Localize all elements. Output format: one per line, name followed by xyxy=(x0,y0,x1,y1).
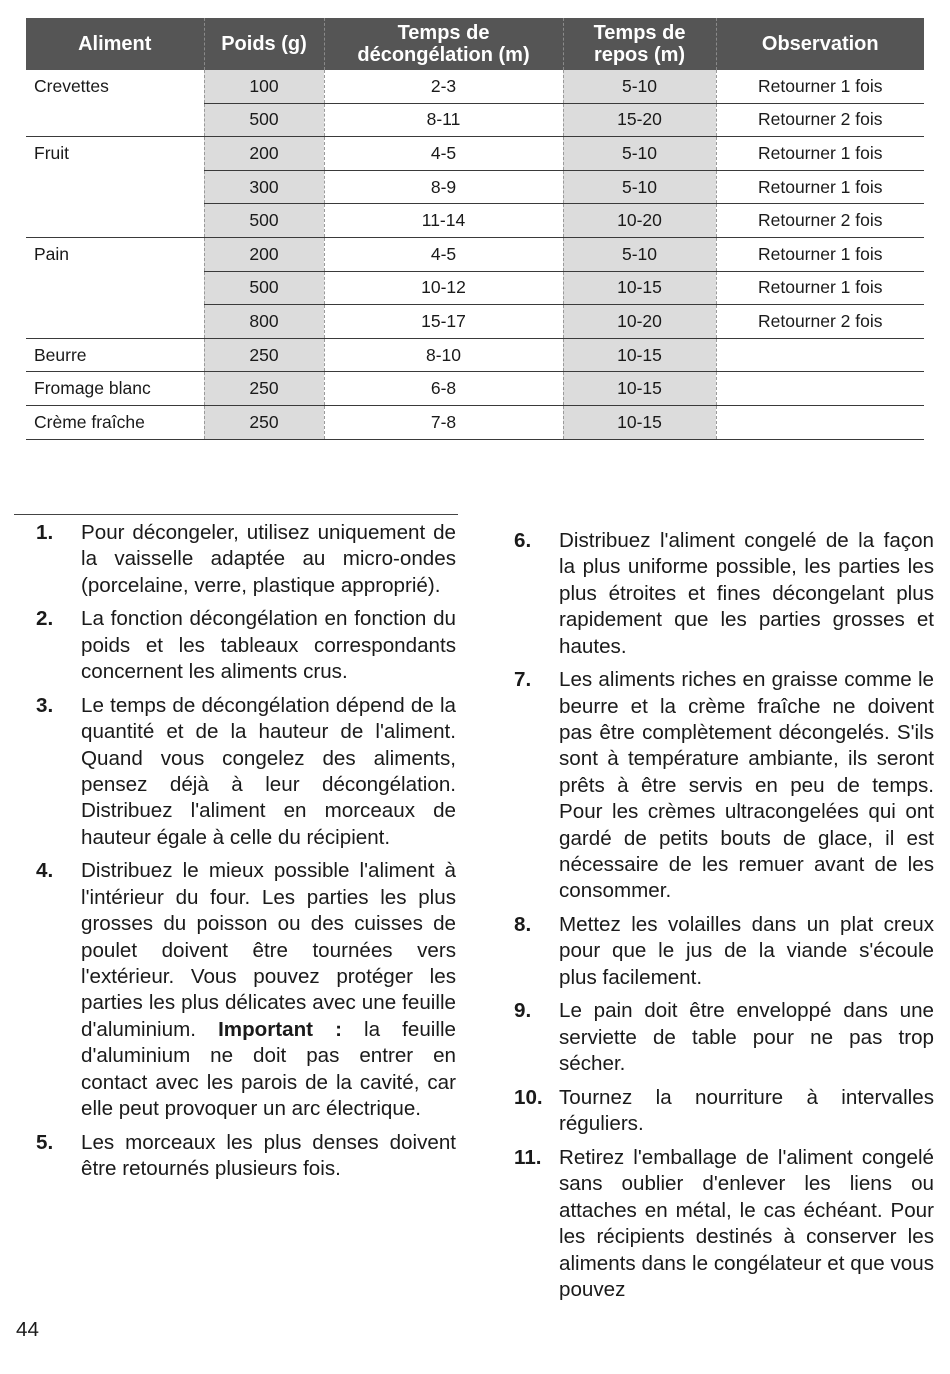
table-row xyxy=(26,305,924,339)
instruction-number: 1. xyxy=(36,521,54,544)
table-row xyxy=(26,405,924,439)
cell-rest-time: 10-15 xyxy=(563,338,716,372)
cell-rest-time: 5-10 xyxy=(563,137,716,171)
instruction-text-body: Mettez les volailles dans un plat creux pour que le jus de la viande s'écoule plus facilement. xyxy=(559,913,934,989)
cell-food: Pain xyxy=(34,244,70,265)
instruction-text xyxy=(81,1130,456,1183)
cell-rest-time: 5-10 xyxy=(563,237,716,271)
cell-weight: 100 xyxy=(204,70,324,103)
instruction-item xyxy=(514,1145,934,1303)
table-row xyxy=(26,70,924,103)
cell-weight: 250 xyxy=(204,338,324,372)
instruction-item xyxy=(514,528,934,660)
table-row xyxy=(26,271,924,305)
instruction-text-body: Pour décongeler, utilisez uniquement de la vaisselle adaptée au micro-ondes (porcelaine, verre, plastique approprié). xyxy=(81,521,456,597)
cell-defrost-time: 8-10 xyxy=(324,338,563,372)
cell-weight: 500 xyxy=(204,103,324,137)
cell-food: Crème fraîche xyxy=(26,405,204,439)
cell-weight: 500 xyxy=(204,204,324,238)
cell-observation: Retourner 1 fois xyxy=(716,70,924,103)
instruction-item xyxy=(514,912,934,991)
cell-rest-time: 10-15 xyxy=(563,405,716,439)
instruction-text xyxy=(559,998,934,1077)
instruction-number: 11. xyxy=(514,1145,542,1169)
instruction-number: 3. xyxy=(36,693,54,717)
cell-food: Beurre xyxy=(26,338,204,372)
header-defrost-time xyxy=(324,18,563,70)
instruction-text xyxy=(81,858,456,1122)
instruction-text-body: Distribuez l'aliment congelé de la façon la plus uniforme possible, les parties les plus étroites et fines décongelant plus rapidement que les parties grosses et hautes. xyxy=(559,529,934,658)
cell-defrost-time: 4-5 xyxy=(324,237,563,271)
cell-rest-time: 10-20 xyxy=(563,305,716,339)
cell-food xyxy=(26,204,204,238)
header-rest-time xyxy=(563,18,716,70)
instruction-item xyxy=(36,520,456,599)
cell-observation xyxy=(716,372,924,406)
instruction-text xyxy=(559,912,934,991)
header-food: Aliment xyxy=(26,18,204,70)
cell-weight: 250 xyxy=(204,372,324,406)
cell-rest-time: 10-15 xyxy=(563,372,716,406)
instructions-left-column xyxy=(36,520,456,1190)
cell-rest-time: 10-15 xyxy=(563,271,716,305)
instruction-text-body: Les aliments riches en graisse comme le beurre et la crème fraîche ne doivent pas être complètement décongelés. S'ils sont à température ambiante, ils seront prêts à être servis en peu de temps. Pour les crèmes ultracongelées qui ont gardé de petits bouts de glace, il est nécessaire de les remuer avant de les consommer. xyxy=(559,668,934,903)
table-body xyxy=(26,70,924,439)
instruction-text xyxy=(81,520,456,599)
cell-weight: 200 xyxy=(204,237,324,271)
instruction-number: 10. xyxy=(514,1085,543,1109)
cell-defrost-time: 7-8 xyxy=(324,405,563,439)
cell-rest-time: 5-10 xyxy=(563,170,716,204)
cell-food: Fromage blanc xyxy=(26,372,204,406)
instruction-text-body: La fonction décongélation en fonction du poids et les tableaux correspondants concernent les aliments crus. xyxy=(81,607,456,684)
instruction-item xyxy=(36,606,456,685)
instruction-text xyxy=(81,693,456,851)
header-observation: Observation xyxy=(716,18,924,70)
cell-food xyxy=(26,305,204,339)
cell-observation: Retourner 2 fois xyxy=(716,204,924,238)
cell-observation: Retourner 2 fois xyxy=(716,103,924,137)
page-number: 44 xyxy=(16,1318,39,1341)
instruction-text xyxy=(559,667,934,905)
cell-weight: 250 xyxy=(204,405,324,439)
cell-defrost-time: 2-3 xyxy=(324,70,563,103)
cell-observation: Retourner 1 fois xyxy=(716,271,924,305)
table-row xyxy=(26,372,924,406)
instruction-text xyxy=(559,528,934,660)
cell-food xyxy=(26,103,204,137)
cell-weight: 300 xyxy=(204,170,324,204)
header-rest-time-label: Temps de repos (m) xyxy=(593,22,686,66)
instruction-item xyxy=(36,858,456,1122)
cell-rest-time: 10-20 xyxy=(563,204,716,238)
cell-defrost-time: 8-11 xyxy=(324,103,563,137)
instruction-number: 9. xyxy=(514,999,532,1023)
instruction-number: 4. xyxy=(36,859,54,883)
instruction-item xyxy=(36,693,456,851)
instruction-number: 6. xyxy=(514,529,532,552)
cell-food xyxy=(26,271,204,305)
instruction-item xyxy=(514,998,934,1077)
instruction-text-body: Tournez la nourriture à intervalles réguliers. xyxy=(559,1085,934,1136)
table-row xyxy=(26,204,924,238)
table-row xyxy=(26,170,924,204)
cell-weight: 800 xyxy=(204,305,324,339)
cell-food: Crevettes xyxy=(34,76,109,97)
cell-rest-time: 5-10 xyxy=(563,70,716,103)
header-weight: Poids (g) xyxy=(204,18,324,70)
defrost-table xyxy=(26,18,924,440)
instruction-text-body: Le pain doit être enveloppé dans une serviette de table pour ne pas trop sécher. xyxy=(559,999,934,1076)
cell-weight: 200 xyxy=(204,137,324,171)
instruction-text xyxy=(81,606,456,685)
instruction-item xyxy=(514,1085,934,1138)
instruction-text-body: Le temps de décongélation dépend de la quantité et de la hauteur de l'aliment. Quand vous congelez des aliments, pensez déjà à leur décongélation. Distribuez l'aliment en morceaux de hauteur égale à celle du récipient. xyxy=(81,693,456,849)
cell-defrost-time: 4-5 xyxy=(324,137,563,171)
instruction-text-after: la feuille d'aluminium ne doit pas entrer en contact avec les parois de la cavité, car elle peut provoquer un arc électrique. xyxy=(81,1017,456,1121)
cell-weight: 500 xyxy=(204,271,324,305)
table-row xyxy=(26,338,924,372)
cell-defrost-time: 15-17 xyxy=(324,305,563,339)
table-header-row xyxy=(26,18,924,70)
table-row xyxy=(26,137,924,171)
cell-defrost-time: 6-8 xyxy=(324,372,563,406)
instruction-text xyxy=(559,1145,934,1303)
cell-observation xyxy=(716,338,924,372)
instruction-text xyxy=(559,1085,934,1138)
cell-rest-time: 15-20 xyxy=(563,103,716,137)
instructions-right-column xyxy=(514,528,934,1311)
cell-defrost-time: 10-12 xyxy=(324,271,563,305)
instruction-item xyxy=(36,1130,456,1183)
instruction-number: 8. xyxy=(514,913,532,937)
instruction-number: 7. xyxy=(514,668,532,692)
instruction-number: 5. xyxy=(36,1130,54,1154)
cell-defrost-time: 11-14 xyxy=(324,204,563,238)
cell-defrost-time: 8-9 xyxy=(324,170,563,204)
cell-food: Fruit xyxy=(34,143,69,164)
section-divider xyxy=(14,514,458,515)
cell-observation: Retourner 1 fois xyxy=(716,170,924,204)
cell-observation xyxy=(716,405,924,439)
table-row xyxy=(26,237,924,271)
instruction-text-body: Distribuez le mieux possible l'aliment à l'intérieur du four. Les parties les plus grosses du poisson ou des cuisses de poulet doivent être tournées vers l'extérieur. Vous pouvez protéger les parties les plus délicates avec une feuille d'aluminium. xyxy=(81,859,456,1041)
cell-observation: Retourner 2 fois xyxy=(716,305,924,339)
instruction-text-body: Retirez l'emballage de l'aliment congelé sans oublier d'enlever les liens ou attaches en métal, le cas échéant. Pour les récipients destinés à conserver les aliments dans le congélateur et que vous pouvez xyxy=(559,1145,934,1301)
instruction-number: 2. xyxy=(36,607,54,631)
cell-observation: Retourner 1 fois xyxy=(716,137,924,171)
instruction-item xyxy=(514,667,934,905)
instruction-important-label: Important : xyxy=(218,1017,342,1041)
table-row xyxy=(26,103,924,137)
cell-observation: Retourner 1 fois xyxy=(716,237,924,271)
header-defrost-time-label: Temps de décongélation (m) xyxy=(357,22,530,66)
instruction-text-body: Les morceaux les plus denses doivent être retournés plusieurs fois. xyxy=(81,1130,456,1181)
cell-food xyxy=(26,170,204,204)
